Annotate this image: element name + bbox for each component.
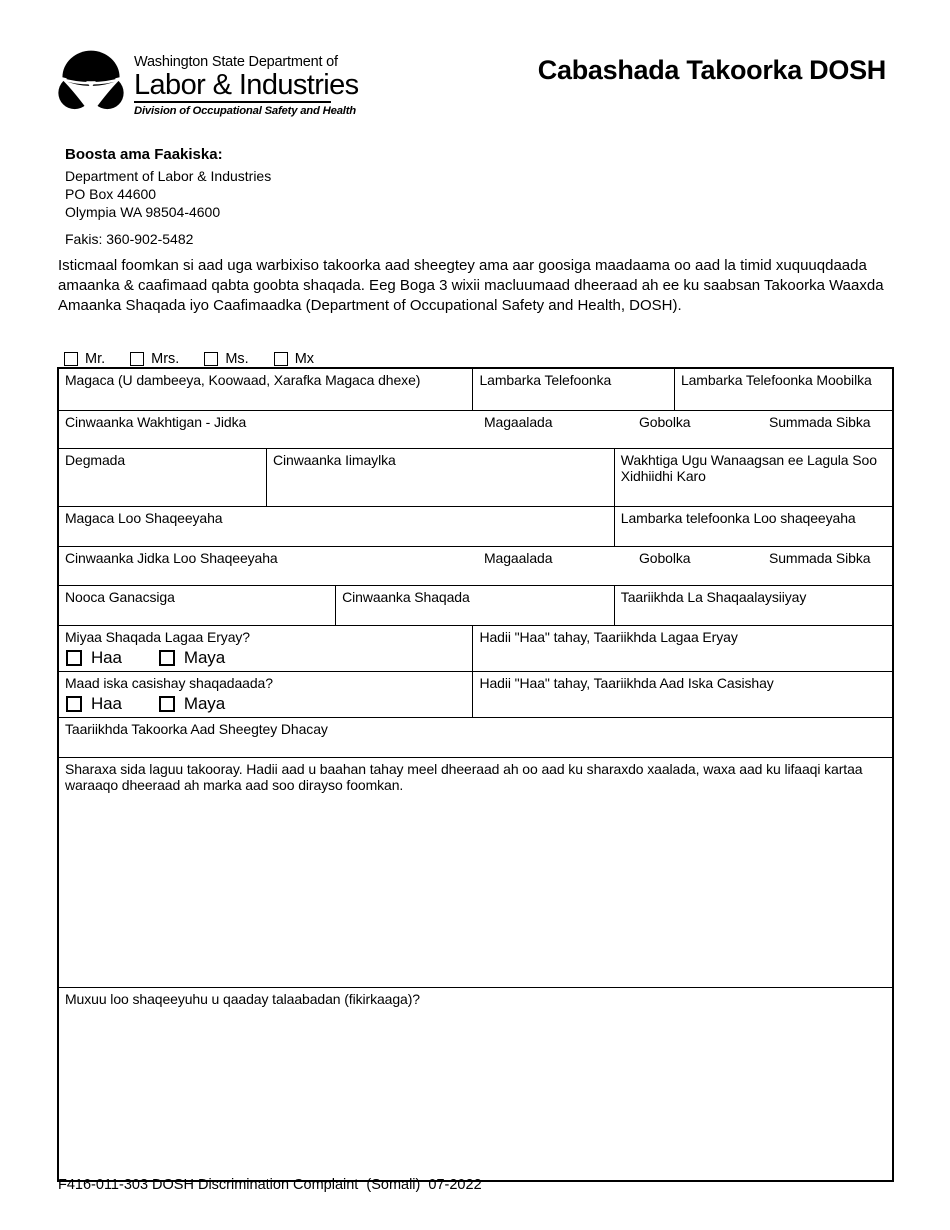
employer-state-label: Gobolka bbox=[639, 549, 691, 566]
fired-no-checkbox[interactable] bbox=[159, 650, 175, 666]
fired-question-label: Miyaa Shaqada Lagaa Eryay? bbox=[65, 628, 250, 645]
employer-zip-label: Summada Sibka bbox=[769, 549, 871, 566]
quit-date-field[interactable] bbox=[473, 671, 893, 717]
phone-label: Lambarka Telefoonka bbox=[479, 372, 612, 388]
complaint-form-table bbox=[57, 367, 894, 1182]
salutation-option-mx bbox=[274, 351, 314, 367]
describe-discrimination-field[interactable] bbox=[58, 757, 893, 987]
salutation-row bbox=[64, 351, 339, 367]
quit-question-label: Maad iska casishay shaqadaada? bbox=[65, 674, 273, 691]
phone-field[interactable] bbox=[473, 368, 674, 410]
name-field[interactable] bbox=[58, 368, 473, 410]
employer-name-field[interactable] bbox=[58, 506, 614, 546]
agency-name-line2: Labor & Industries bbox=[134, 69, 359, 101]
employer-phone-label: Lambarka telefoonka Loo shaqeeyaha bbox=[620, 509, 856, 526]
division-name: Division of Occupational Safety and Health bbox=[134, 105, 356, 118]
quit-no-label: Maya bbox=[183, 693, 226, 713]
email-field[interactable] bbox=[266, 448, 614, 506]
mobile-phone-field[interactable] bbox=[674, 368, 893, 410]
employer-action-field[interactable] bbox=[58, 987, 893, 1181]
logo-divider bbox=[134, 101, 331, 103]
county-field[interactable] bbox=[58, 448, 266, 506]
date-hired-field[interactable] bbox=[614, 585, 893, 625]
lni-logo bbox=[57, 46, 359, 122]
quit-no-checkbox[interactable] bbox=[159, 696, 175, 712]
contact-line-1: Department of Labor & Industries bbox=[65, 168, 272, 184]
business-type-field[interactable] bbox=[58, 585, 336, 625]
mx-checkbox[interactable] bbox=[274, 352, 288, 366]
current-address-label: Cinwaanka Wakhtigan - Jidka bbox=[65, 413, 247, 430]
quit-yes-checkbox[interactable] bbox=[66, 696, 82, 712]
employer-phone-field[interactable] bbox=[614, 506, 893, 546]
business-type-label: Nooca Ganacsiga bbox=[65, 588, 175, 605]
ms-checkbox[interactable] bbox=[204, 352, 218, 366]
date-hired-label: Taariikhda La Shaqaalaysiiyay bbox=[620, 588, 807, 605]
employer-action-label: Muxuu loo shaqeeyuhu u qaaday talaabadan (fikirkaaga)? bbox=[65, 990, 420, 1007]
discrimination-date-label: Taariikhda Takoorka Aad Sheegtey Dhacay bbox=[65, 720, 328, 737]
email-label: Cinwaanka Iimaylka bbox=[272, 451, 396, 468]
employer-address-label: Cinwaanka Jidka Loo Shaqeeyaha bbox=[65, 549, 278, 566]
intro-paragraph: Isticmaal foomkan si aad uga warbixiso takoorka aad sheegtey ama aar goosiga maadaama oo aad la timid xuquuqdaada amaanka & caafimaad qabta goobta shaqada. Eeg Boga 3 wixii macluumaad dheeraad ah ee ku saabsan Takoorka Waaxda Amaanka Shaqada iyo Caafimaadka (Department of Occupational Safety and Health, DOSH). bbox=[58, 257, 884, 314]
mobile-phone-label: Lambarka Telefoonka Moobilka bbox=[680, 372, 872, 388]
best-time-field[interactable] bbox=[614, 448, 893, 506]
lni-trefoil-icon bbox=[57, 46, 125, 122]
mr-checkbox[interactable] bbox=[64, 352, 78, 366]
job-title-label: Cinwaanka Shaqada bbox=[342, 588, 470, 605]
quit-yes-label: Haa bbox=[91, 693, 122, 713]
contact-heading: Boosta ama Faakiska: bbox=[65, 146, 223, 163]
best-time-label: Wakhtiga Ugu Wanaagsan ee Lagula Soo Xidhiidhi Karo bbox=[620, 451, 877, 484]
job-title-field[interactable] bbox=[336, 585, 615, 625]
employer-city-label: Magaalada bbox=[484, 549, 553, 566]
current-address-field[interactable] bbox=[58, 410, 893, 448]
fired-answer-row bbox=[65, 648, 466, 668]
salutation-option-ms bbox=[204, 351, 248, 367]
contact-block bbox=[65, 146, 271, 248]
employer-name-label: Magaca Loo Shaqeeyaha bbox=[65, 509, 223, 526]
quit-date-label: Hadii "Haa" tahay, Taariikhda Aad Iska Casishay bbox=[479, 674, 774, 691]
quit-answer-row bbox=[65, 694, 466, 714]
name-label: Magaca (U dambeeya, Koowaad, Xarafka Magaca dhexe) bbox=[65, 372, 421, 388]
zip-label: Summada Sibka bbox=[769, 413, 871, 430]
ms-label: Ms. bbox=[225, 351, 249, 367]
logo-text bbox=[134, 46, 359, 122]
fired-yes-checkbox[interactable] bbox=[66, 650, 82, 666]
describe-discrimination-label: Sharaxa sida laguu takooray. Hadii aad u baahan tahay meel dheeraad ah oo aad ku sharaxdo xaalada, waxa aad ku lifaaqi kartaa waraaqo dheeraad ah marka aad soo dirayso foomkan. bbox=[65, 760, 863, 793]
fired-date-field[interactable] bbox=[473, 625, 893, 671]
county-label: Degmada bbox=[65, 451, 126, 468]
fired-yes-label: Haa bbox=[91, 647, 122, 667]
agency-name-line1: Washington State Department of bbox=[134, 54, 338, 70]
fax-line: Fakis: 360-902-5482 bbox=[65, 231, 194, 247]
salutation-option-mrs bbox=[130, 351, 179, 367]
fired-no-label: Maya bbox=[183, 647, 226, 667]
form-number-footer: F416-011-303 DOSH Discrimination Complaint (Somali) 07-2022 bbox=[58, 1177, 482, 1193]
contact-line-2: PO Box 44600 bbox=[65, 186, 157, 202]
page-title: Cabashada Takoorka DOSH bbox=[537, 55, 886, 85]
mrs-label: Mrs. bbox=[151, 351, 180, 367]
salutation-option-mr bbox=[64, 351, 105, 367]
fired-question-cell bbox=[58, 625, 473, 671]
mr-label: Mr. bbox=[85, 351, 106, 367]
quit-question-cell bbox=[58, 671, 473, 717]
state-label: Gobolka bbox=[639, 413, 691, 430]
contact-line-3: Olympia WA 98504-4600 bbox=[65, 204, 221, 220]
employer-address-field[interactable] bbox=[58, 546, 893, 585]
mx-label: Mx bbox=[294, 351, 315, 367]
mrs-checkbox[interactable] bbox=[130, 352, 144, 366]
city-label: Magaalada bbox=[484, 413, 553, 430]
discrimination-date-field[interactable] bbox=[58, 717, 893, 757]
fired-date-label: Hadii "Haa" tahay, Taariikhda Lagaa Eryay bbox=[479, 628, 738, 645]
